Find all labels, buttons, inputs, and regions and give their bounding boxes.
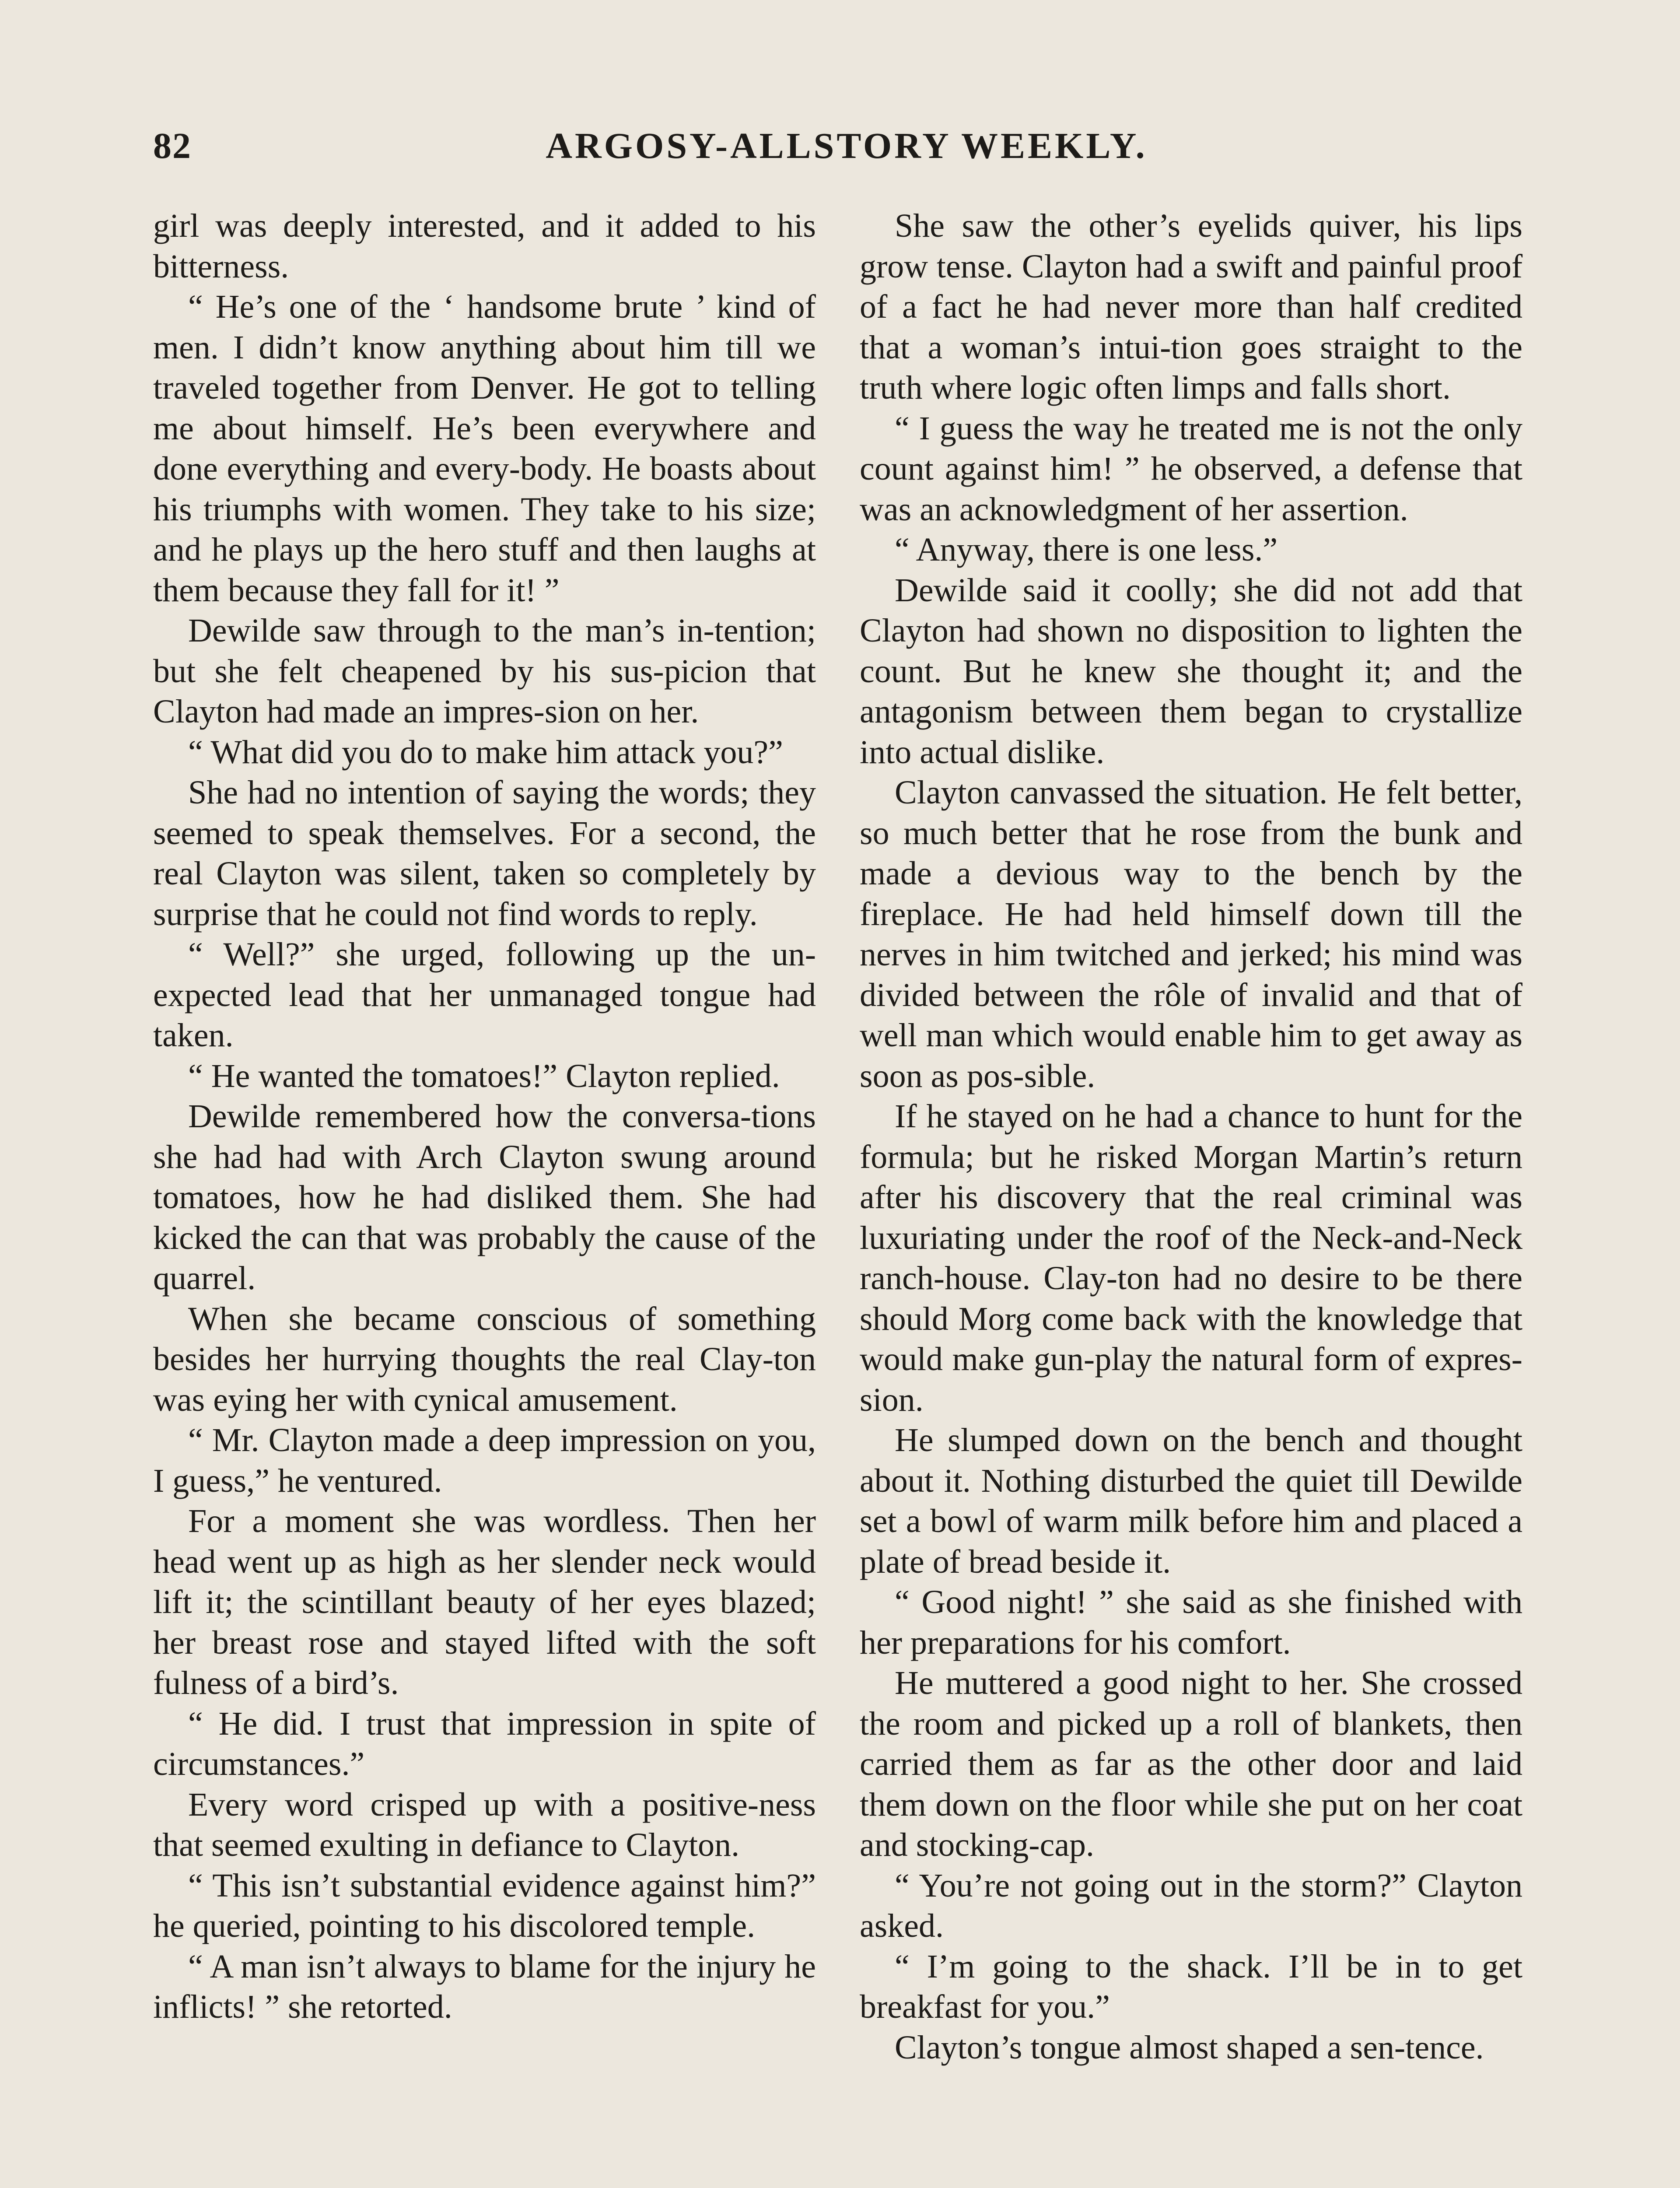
paragraph: Dewilde said it coolly; she did not add that Clayton had shown no disposition to lighten the count. But he knew she thought it; and the antagonism between them began to crystallize into actual dislike. — [860, 572, 1522, 771]
paragraph: “ What did you do to make him attack you?” — [188, 733, 783, 771]
paragraph: Every word crisped up with a positive-ness that seemed exulting in defiance to Clayton. — [153, 1786, 816, 1863]
paragraph: He muttered a good night to her. She crossed the room and picked up a roll of blankets, then carried them as far as the other door and laid them down on the floor while she put on her coat and stocking-cap. — [860, 1665, 1522, 1863]
paragraph: Clayton’s tongue almost shaped a sen-tence. — [895, 2029, 1484, 2066]
paragraph: “ A man isn’t always to blame for the injury he inflicts! ” she retorted. — [153, 1948, 816, 2025]
paragraph: “ Well?” she urged, following up the un-expected lead that her unmanaged tongue had taken. — [153, 936, 816, 1054]
right-column — [860, 206, 1522, 2068]
paragraph: “ Anyway, there is one less.” — [895, 531, 1278, 568]
paragraph: If he stayed on he had a chance to hunt for the formula; but he risked Morgan Martin’s return after his discovery that the real criminal was luxuriating under the roof of the Neck-and-Neck ranch-house. Clay-ton had no desire to be there should Morg come back with the knowledge that would make gun-play the natural form of expres-sion. — [860, 1098, 1522, 1418]
paragraph: “ Mr. Clayton made a deep impression on you, I guess,” he ventured. — [153, 1422, 816, 1499]
page-header — [153, 125, 1540, 173]
paragraph: “ Good night! ” she said as she finished with her preparations for his comfort. — [860, 1584, 1522, 1661]
paragraph: He slumped down on the bench and thought about it. Nothing disturbed the quiet till Dewilde set a bowl of warm milk before him and placed a plate of bread beside it. — [860, 1422, 1522, 1580]
paragraph: When she became conscious of something besides her hurrying thoughts the real Clay-ton was eying her with cynical amusement. — [153, 1300, 816, 1418]
paragraph: girl was deeply interested, and it added to his bitterness. — [153, 207, 816, 285]
paragraph: “ I guess the way he treated me is not the only count against him! ” he observed, a defense that was an acknowledgment of her assertion. — [860, 410, 1522, 528]
paragraph: She saw the other’s eyelids quiver, his lips grow tense. Clayton had a swift and painful proof of a fact he had never more than half credited that a woman’s intui-tion goes straight to the truth where logic often limps and falls short. — [860, 207, 1522, 406]
paragraph: She had no intention of saying the words; they seemed to speak themselves. For a second, the real Clayton was silent, taken so completely by surprise that he could not find words to reply. — [153, 774, 816, 933]
paragraph: “ He wanted the tomatoes!” Clayton replied. — [188, 1057, 780, 1094]
paragraph: Dewilde remembered how the conversa-tions she had had with Arch Clayton swung around tomatoes, how he had disliked them. She had kicked the can that was probably the cause of the quarrel. — [153, 1098, 816, 1297]
text-columns — [153, 206, 1522, 2188]
page-number: 82 — [153, 126, 192, 166]
paragraph: “ You’re not going out in the storm?” Clayton asked. — [860, 1867, 1522, 1944]
running-title: ARGOSY-ALLSTORY WEEKLY. — [546, 126, 1148, 166]
paragraph: Clayton canvassed the situation. He felt better, so much better that he rose from the bunk and made a devious way to the bench by the fireplace. He had held himself down till the nerves in him twitched and jerked; his mind was divided between the rôle of invalid and that of well man which would enable him to get away as soon as pos-sible. — [860, 774, 1522, 1094]
paragraph: “ This isn’t substantial evidence against him?” he queried, pointing to his discolored temple. — [153, 1867, 816, 1944]
paragraph: Dewilde saw through to the man’s in-tention; but she felt cheapened by his sus-picion that Clayton had made an impres-sion on her. — [153, 612, 816, 730]
paragraph: “ He’s one of the ‘ handsome brute ’ kind of men. I didn’t know anything about him till we traveled together from Denver. He got to telling me about himself. He’s been everywhere and done everything and every-body. He boasts about his triumphs with women. They take to his size; and he plays up the hero stuff and then laughs at them because they fall for it! ” — [153, 288, 816, 609]
paragraph: “ He did. I trust that impression in spite of circumstances.” — [153, 1705, 816, 1782]
left-column — [153, 206, 816, 2027]
paragraph: “ I’m going to the shack. I’ll be in to get breakfast for you.” — [860, 1948, 1522, 2025]
paragraph: For a moment she was wordless. Then her head went up as high as her slender neck would lift it; the scintillant beauty of her eyes blazed; her breast rose and stayed lifted with the soft fulness of a bird’s. — [153, 1503, 816, 1701]
